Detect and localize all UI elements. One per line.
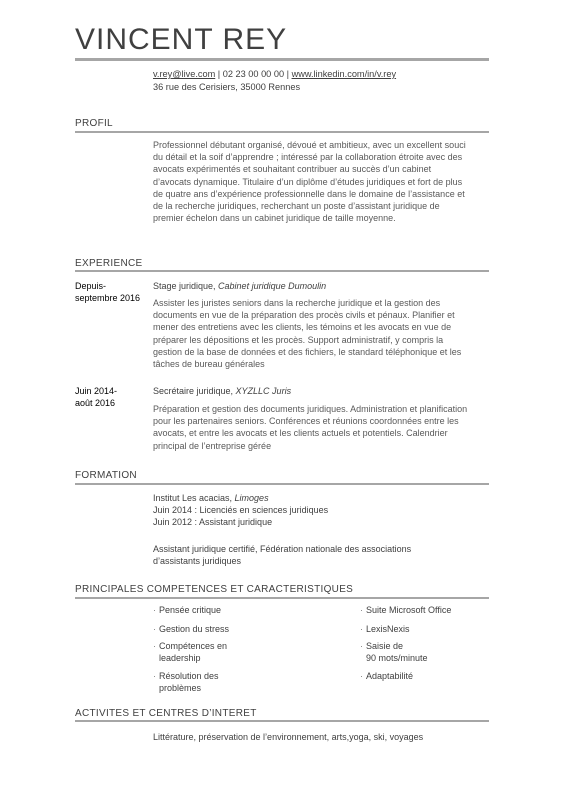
section-divider <box>75 720 489 722</box>
degree-line: Juin 2012 : Assistant juridique <box>153 517 273 527</box>
skill-label: LexisNexis <box>366 624 410 634</box>
skill-label: Résolution des <box>159 671 219 681</box>
skill-label-cont: leadership <box>159 652 201 663</box>
section-title-profil: PROFIL <box>75 118 113 129</box>
bullet: · <box>360 605 363 615</box>
skill-label: Saisie de <box>366 641 404 651</box>
interets-text: Littérature, préservation de l’environnement, arts,yoga, ski, voyages <box>153 732 424 742</box>
job-date-end: septembre 2016 <box>75 293 141 303</box>
job-date <box>75 385 117 409</box>
section-title-formation: FORMATION <box>75 470 137 481</box>
certification: Assistant juridique certifié, Fédération nationale des associations d’assistants juridiques <box>153 544 412 567</box>
job-company: Cabinet juridique Dumoulin <box>218 281 327 291</box>
address: 36 rue des Cerisiers, 35000 Rennes <box>153 82 301 92</box>
skill-item <box>360 671 413 683</box>
job-title <box>153 385 291 397</box>
job-description: Assister les juristes seniors dans la recherche juridique et la gestion des documents en vue de la préparation des procès civils et pénaux. Planifier et mener des entretiens avec les clients, les témoins et les avocats en vue de préparer les dépositions et les procès. Support administratif, y compris la gestion de la base de données et des fichiers, le standard téléphonique et les tâches de bureau générales <box>153 298 462 370</box>
skill-item <box>360 624 410 636</box>
bullet: · <box>360 624 363 634</box>
skill-label: Suite Microsoft Office <box>366 605 452 615</box>
school-city: Limoges <box>234 493 269 503</box>
section-title-experience: EXPERIENCE <box>75 258 143 269</box>
bullet: · <box>360 641 363 651</box>
bullet: · <box>153 624 156 634</box>
section-title-competences: PRINCIPALES COMPETENCES ET CARACTERISTIQUES <box>75 584 354 595</box>
candidate-name: VINCENT REY <box>75 23 288 56</box>
skill-item <box>153 605 221 617</box>
skill-item <box>360 605 451 617</box>
skill-item <box>153 641 227 664</box>
skill-label: Pensée critique <box>159 605 222 615</box>
job-role: Secrétaire juridique, <box>153 386 236 396</box>
section-divider <box>75 597 489 599</box>
job-role: Stage juridique, <box>153 281 219 291</box>
bullet: · <box>153 641 156 651</box>
section-divider <box>75 270 489 272</box>
contact-separator: | <box>284 69 292 79</box>
job-date-start: Depuis- <box>75 281 107 291</box>
skill-item <box>153 671 219 694</box>
contact-line <box>153 68 396 81</box>
phone-number: 02 23 00 00 00 <box>222 69 285 79</box>
skill-item <box>360 641 428 664</box>
skill-label-cont: 90 mots/minute <box>366 652 428 663</box>
bullet: · <box>153 605 156 615</box>
profil-text: Professionnel débutant organisé, dévoué et ambitieux, avec un excellent souci du détail et la soif d’apprendre ; intéressé par la collaboration étroite avec des avocats expérimentés et souhaitant contribuer au succès d’un cabinet d’avocats dynamique. Titulaire d’un diplôme d’études juridiques et fort de plus de quatre ans d’expérience professionnelle dans le domaine de l’assistance et de la recherche juridiques, recherchant un poste d’assistant juridique de premier échelon dans un cabinet juridique de taille moyenne. <box>153 140 466 224</box>
bullet: · <box>360 671 363 681</box>
skill-label: Adaptabilité <box>366 671 414 681</box>
section-divider <box>75 483 489 485</box>
job-company: XYZLLC Juris <box>235 386 292 396</box>
skill-item <box>153 624 229 636</box>
job-description: Préparation et gestion des documents juridiques. Administration et planification pour les partenaires seniors. Conférences et réunions coordonnées entre les avocats, et entre les avocats et les clients actuels et potentiels. Calendrier principal de l’entreprise gérée <box>153 404 468 451</box>
section-divider <box>75 131 489 133</box>
linkedin-link[interactable]: www.linkedin.com/in/v.rey <box>291 69 397 79</box>
section-title-interets: ACTIVITES ET CENTRES D’INTERET <box>75 708 257 719</box>
job-date-end: août 2016 <box>75 398 116 408</box>
job-title <box>153 280 326 292</box>
skill-label-cont: problèmes <box>159 682 202 693</box>
skill-label: Compétences en <box>159 641 228 651</box>
contact-block <box>153 68 396 94</box>
job-date <box>75 280 140 304</box>
degree-line: Juin 2014 : Licenciés en sciences juridiques <box>153 505 329 515</box>
header-divider <box>75 58 489 61</box>
email-link[interactable]: v.rey@live.com <box>153 69 216 79</box>
school-line <box>153 492 269 504</box>
skill-label: Gestion du stress <box>159 624 230 634</box>
bullet: · <box>153 671 156 681</box>
job-date-start: Juin 2014- <box>75 386 118 396</box>
school-name: Institut Les acacias, <box>153 493 235 503</box>
contact-separator: | <box>215 69 223 79</box>
